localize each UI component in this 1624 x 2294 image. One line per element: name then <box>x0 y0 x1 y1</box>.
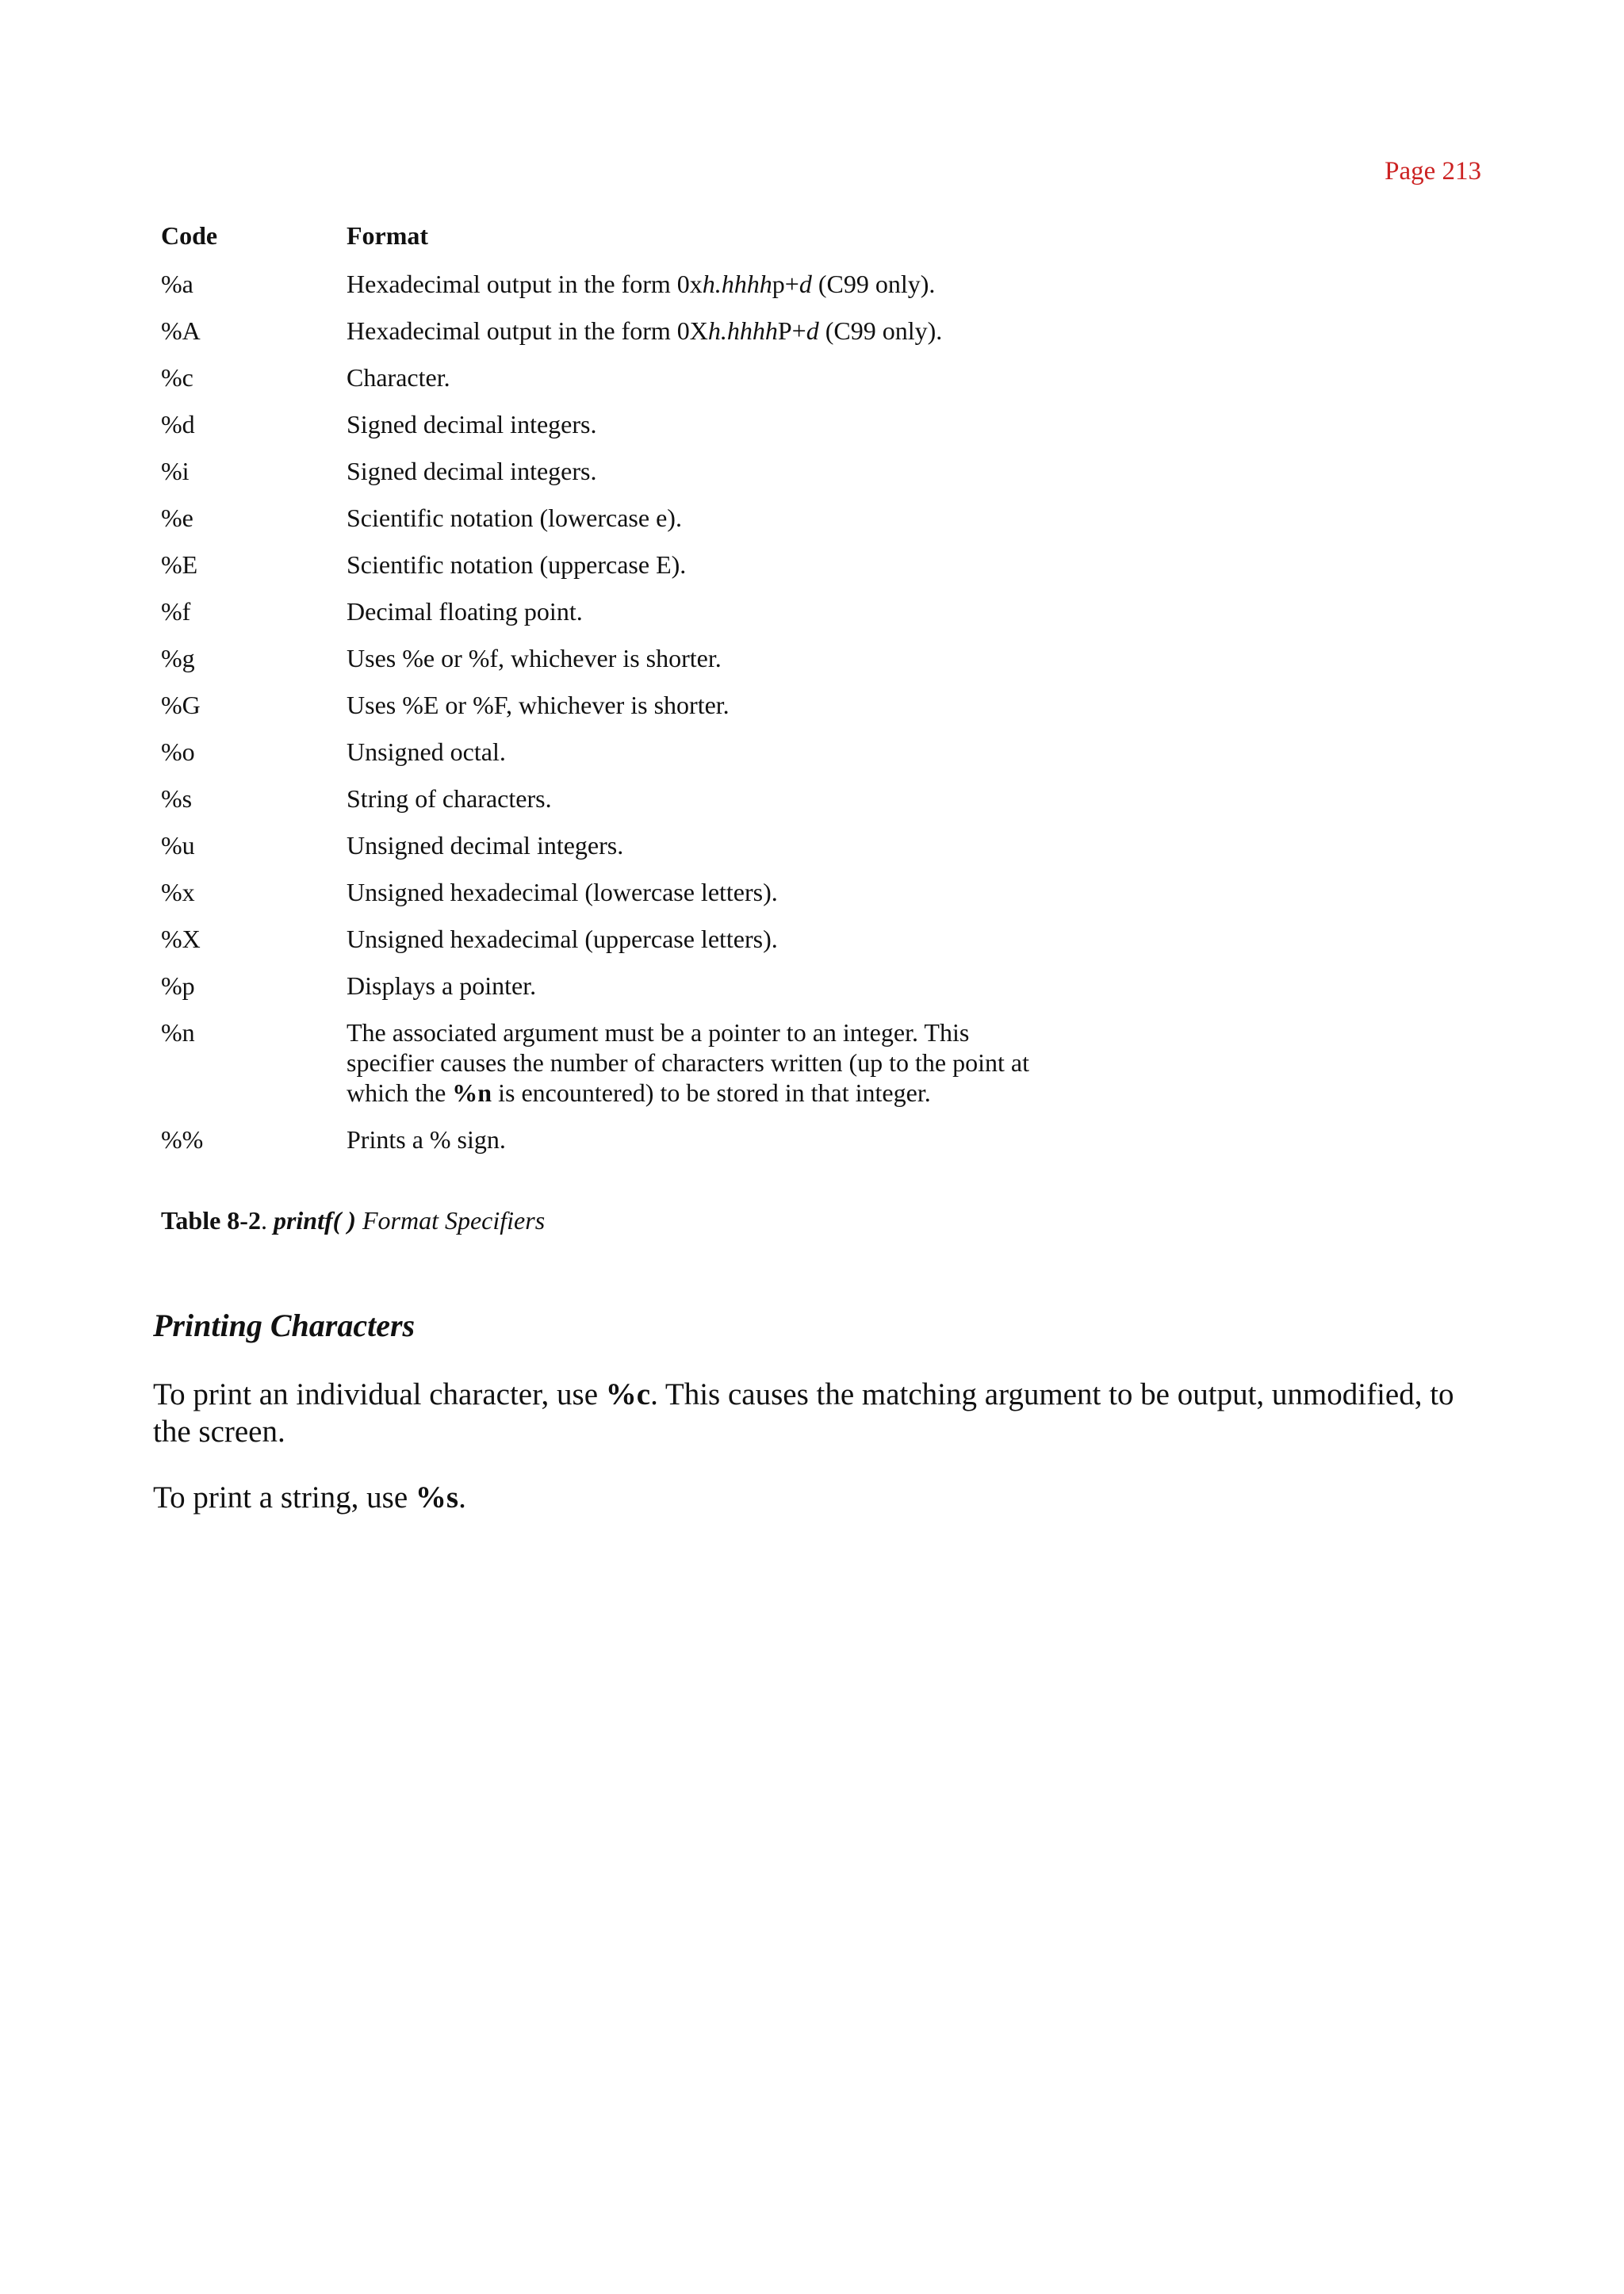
table-caption: Table 8-2. printf( ) Format Specifiers <box>161 1206 546 1235</box>
code-cell: %c <box>161 363 193 392</box>
code-cell: %x <box>161 878 195 906</box>
format-cell: Scientific notation (lowercase e). <box>347 504 682 532</box>
paragraph: To print an individual character, use %c. This causes the matching argument to be output, unmodified, to the screen. <box>153 1377 1454 1449</box>
table-row <box>161 503 1113 533</box>
table-row <box>161 643 1113 673</box>
table-row <box>161 362 1113 393</box>
format-specifier-table <box>161 220 1113 1171</box>
format-cell: String of characters. <box>347 784 552 813</box>
table-row <box>161 596 1113 626</box>
code-cell: %p <box>161 971 195 1000</box>
format-cell: Unsigned hexadecimal (lowercase letters). <box>347 878 778 906</box>
code-cell: %s <box>161 784 193 813</box>
table-row <box>161 877 1113 907</box>
table-row <box>161 924 1113 954</box>
table-row <box>161 550 1113 580</box>
format-cell: Uses %E or %F, whichever is shorter. <box>347 691 730 719</box>
code-cell: %A <box>161 316 201 345</box>
table-row <box>161 409 1113 439</box>
paragraph: To print a string, use %s. <box>153 1480 466 1515</box>
table-row <box>161 783 1113 814</box>
code-column-header: Code <box>161 221 218 250</box>
code-cell: %G <box>161 691 201 719</box>
table-header-row <box>161 220 1113 251</box>
format-cell: Character. <box>347 363 450 392</box>
code-cell: %f <box>161 597 191 626</box>
table-row <box>161 1017 1113 1108</box>
code-cell: %d <box>161 410 195 439</box>
format-cell: Hexadecimal output in the form 0Xh.hhhhP+d (C99 only). <box>347 316 943 345</box>
code-cell: %u <box>161 831 195 860</box>
code-cell: %a <box>161 270 193 298</box>
format-cell: Signed decimal integers. <box>347 410 597 439</box>
format-cell: Decimal floating point. <box>347 597 583 626</box>
format-cell: Unsigned hexadecimal (uppercase letters). <box>347 925 778 953</box>
code-cell: %e <box>161 504 193 532</box>
code-cell: %o <box>161 737 195 766</box>
section-heading: Printing Characters <box>153 1308 416 1343</box>
table-row <box>161 456 1113 486</box>
format-cell: Uses %e or %f, whichever is shorter. <box>347 644 722 672</box>
table-row <box>161 316 1113 346</box>
table-row <box>161 830 1113 860</box>
format-cell: Signed decimal integers. <box>347 457 597 485</box>
format-column-header: Format <box>347 221 429 250</box>
code-cell: %i <box>161 457 190 485</box>
table-row <box>161 269 1113 299</box>
code-cell: %g <box>161 644 195 672</box>
format-cell: Prints a % sign. <box>347 1125 506 1154</box>
format-cell: Displays a pointer. <box>347 971 537 1000</box>
table-row <box>161 1124 1113 1155</box>
format-cell: Unsigned octal. <box>347 737 506 766</box>
format-cell: Unsigned decimal integers. <box>347 831 624 860</box>
code-cell: %X <box>161 925 201 953</box>
format-cell: The associated argument must be a pointer to an integer. This specifier causes the number of characters written (up to the point at which the %n is encountered) to be stored in that integer. <box>347 1018 1029 1107</box>
caption-label: Table 8-2 <box>161 1206 261 1235</box>
code-cell: %% <box>161 1125 204 1154</box>
table-row <box>161 690 1113 720</box>
table-row <box>161 737 1113 767</box>
caption-description: Format Specifiers <box>355 1206 546 1235</box>
caption-function: printf( ) <box>273 1206 356 1235</box>
format-cell: Scientific notation (uppercase E). <box>347 550 687 579</box>
page-number: Page 213 <box>1385 157 1481 186</box>
format-cell: Hexadecimal output in the form 0xh.hhhhp+d (C99 only). <box>347 270 936 298</box>
table-row <box>161 971 1113 1001</box>
code-cell: %n <box>161 1018 195 1047</box>
code-cell: %E <box>161 550 198 579</box>
